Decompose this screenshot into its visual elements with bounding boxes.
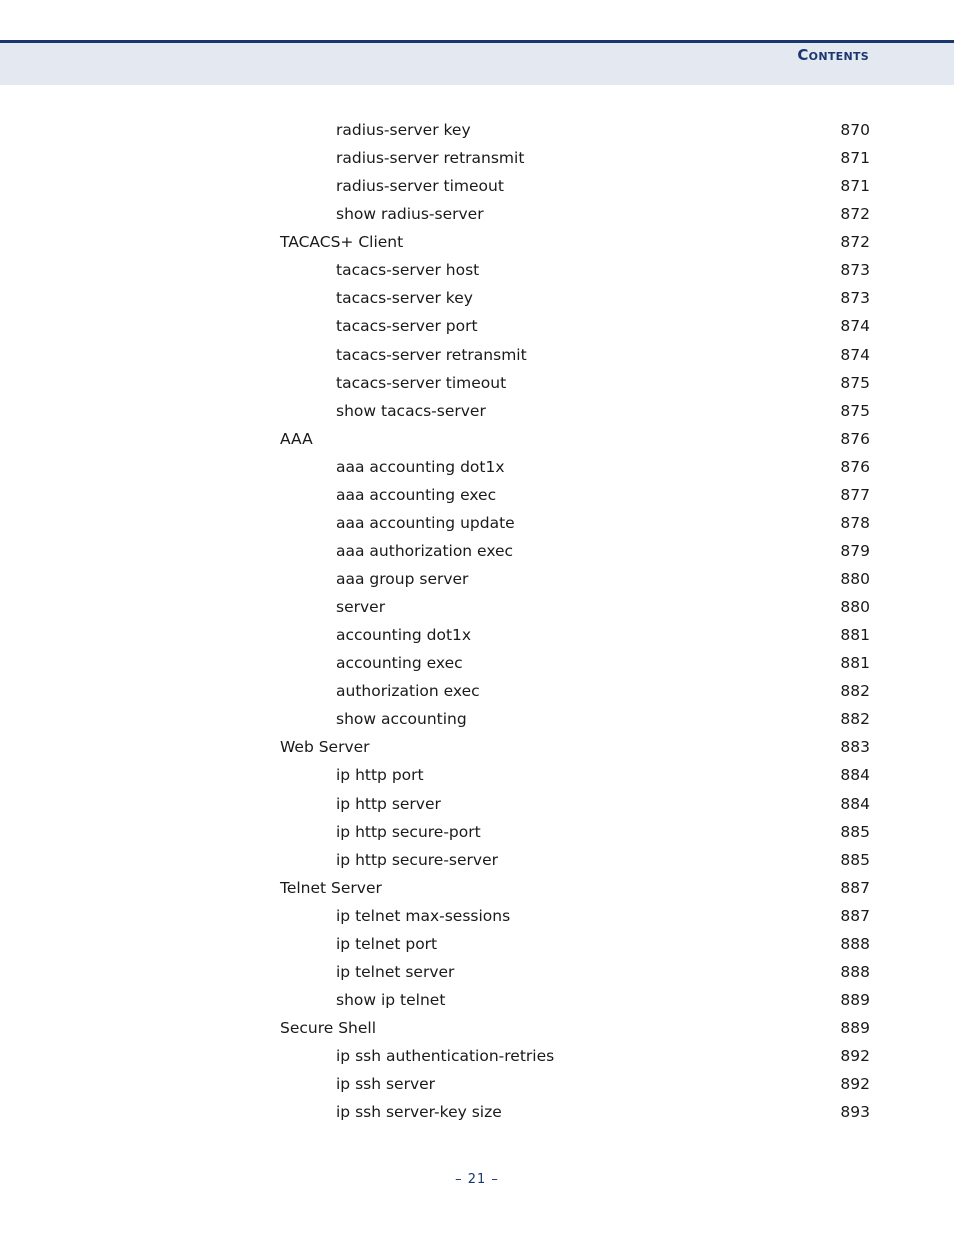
toc-entry-page-number: 885 (840, 822, 870, 841)
toc-entry[interactable] (280, 818, 870, 846)
toc-entry-label: tacacs-server timeout (336, 373, 507, 392)
toc-entry-label: radius-server key (336, 121, 471, 139)
toc-entry[interactable] (280, 677, 870, 705)
toc-entry[interactable] (280, 200, 870, 228)
toc-entry-page-number: 884 (840, 766, 870, 785)
toc-entry[interactable] (280, 397, 870, 425)
toc-entry[interactable] (280, 144, 870, 172)
toc-entry-label: ip http server (336, 794, 441, 813)
toc-entry-page-number: 889 (840, 1019, 870, 1037)
toc-entry-page-number: 874 (840, 345, 870, 364)
toc-entry-page-number: 880 (840, 570, 870, 588)
toc-entry[interactable] (280, 312, 870, 340)
toc-entry-page-number: 892 (840, 1047, 870, 1066)
toc-entry-page-number: 877 (840, 485, 870, 504)
toc-entry-label: show accounting (336, 710, 467, 729)
toc-entry[interactable] (280, 621, 870, 649)
toc-entry-label: Web Server (280, 738, 370, 757)
toc-entry-label: tacacs-server key (336, 289, 473, 308)
toc-entry-label: server (336, 598, 386, 617)
toc-entry[interactable] (280, 369, 870, 397)
toc-entry-label: authorization exec (336, 682, 480, 701)
toc-entry[interactable] (280, 790, 870, 818)
toc-entry[interactable] (280, 846, 870, 874)
toc-entry-page-number: 882 (840, 682, 870, 701)
toc-entry[interactable] (280, 341, 870, 369)
toc-entry-label: ip http secure-port (336, 822, 481, 841)
toc-entry-label: accounting dot1x (336, 626, 472, 645)
toc-section-entry[interactable] (280, 733, 870, 761)
toc-entry-label: tacacs-server retransmit (336, 345, 527, 364)
toc-entry-page-number: 871 (840, 177, 870, 196)
toc-entry[interactable] (280, 930, 870, 958)
toc-section-entry[interactable] (280, 228, 870, 256)
toc-entry-label: TACACS+ Client (280, 233, 404, 252)
toc-entry[interactable] (280, 537, 870, 565)
toc-entry-page-number: 872 (840, 233, 870, 252)
toc-entry-label: tacacs-server port (336, 317, 478, 336)
toc-entry-label: show tacacs-server (336, 401, 486, 420)
toc-entry[interactable] (280, 116, 870, 144)
toc-entry-page-number: 893 (840, 1103, 870, 1122)
toc-entry[interactable] (280, 1098, 870, 1126)
toc-entry-label: tacacs-server host (336, 261, 480, 280)
toc-entry-label: aaa authorization exec (336, 541, 514, 560)
toc-section-entry[interactable] (280, 425, 870, 453)
toc-entry-page-number: 872 (840, 205, 870, 224)
toc-entry-page-number: 882 (840, 710, 870, 729)
table-of-contents (280, 116, 870, 1126)
toc-entry-page-number: 885 (840, 850, 870, 869)
toc-entry-label: Telnet Server (280, 878, 382, 897)
toc-entry[interactable] (280, 172, 870, 200)
toc-entry-page-number: 871 (840, 149, 870, 168)
toc-entry[interactable] (280, 256, 870, 284)
toc-entry[interactable] (280, 986, 870, 1014)
toc-entry-label: ip telnet port (336, 934, 438, 953)
toc-entry-page-number: 873 (840, 289, 870, 308)
toc-entry-label: Secure Shell (280, 1019, 377, 1037)
toc-entry[interactable] (280, 958, 870, 986)
toc-entry-page-number: 888 (840, 962, 870, 981)
toc-entry[interactable] (280, 453, 870, 481)
toc-entry-page-number: 879 (840, 541, 870, 560)
toc-entry-label: ip ssh server-key size (336, 1103, 502, 1122)
toc-entry-label: show radius-server (336, 205, 484, 224)
toc-entry-label: aaa accounting exec (336, 485, 497, 504)
toc-section-entry[interactable] (280, 874, 870, 902)
toc-entry-label: radius-server retransmit (336, 149, 525, 168)
toc-entry-label: accounting exec (336, 654, 463, 673)
toc-entry-page-number: 888 (840, 934, 870, 953)
toc-entry-label: ip ssh authentication-retries (336, 1047, 555, 1066)
toc-entry-page-number: 876 (840, 429, 870, 448)
toc-entry-page-number: 892 (840, 1075, 870, 1094)
toc-entry-page-number: 874 (840, 317, 870, 336)
toc-entry-page-number: 889 (840, 990, 870, 1009)
toc-entry-page-number: 870 (840, 121, 870, 139)
toc-entry-page-number: 880 (840, 598, 870, 617)
toc-entry-label: aaa accounting dot1x (336, 457, 505, 476)
toc-section-entry[interactable] (280, 1014, 870, 1042)
toc-entry[interactable] (280, 902, 870, 930)
toc-entry-label: ip telnet max-sessions (336, 906, 511, 925)
toc-entry-label: AAA (280, 429, 313, 448)
toc-entry-label: ip http port (336, 766, 424, 785)
toc-entry-page-number: 881 (840, 626, 870, 645)
toc-entry-page-number: 876 (840, 457, 870, 476)
toc-entry[interactable] (280, 1042, 870, 1070)
toc-entry[interactable] (280, 649, 870, 677)
toc-entry-page-number: 883 (840, 738, 870, 757)
toc-entry-label: aaa group server (336, 570, 469, 588)
toc-entry[interactable] (280, 705, 870, 733)
toc-entry-page-number: 875 (840, 401, 870, 420)
toc-entry[interactable] (280, 481, 870, 509)
toc-entry-page-number: 884 (840, 794, 870, 813)
toc-entry-page-number: 887 (840, 878, 870, 897)
toc-entry-label: aaa accounting update (336, 513, 515, 532)
toc-entry-label: ip telnet server (336, 962, 455, 981)
toc-entry[interactable] (280, 593, 870, 621)
toc-entry-label: ip http secure-server (336, 850, 499, 869)
toc-entry-label: ip ssh server (336, 1075, 436, 1094)
toc-entry[interactable] (280, 565, 870, 593)
toc-entry[interactable] (280, 284, 870, 312)
toc-entry[interactable] (280, 761, 870, 789)
toc-entry-page-number: 878 (840, 513, 870, 532)
toc-entry[interactable] (280, 509, 870, 537)
page-number: – 21 – (455, 1172, 499, 1187)
toc-entry-page-number: 887 (840, 906, 870, 925)
running-header-title: Contents (797, 46, 869, 64)
toc-entry-label: radius-server timeout (336, 177, 504, 196)
toc-entry-label: show ip telnet (336, 990, 446, 1009)
toc-entry[interactable] (280, 1070, 870, 1098)
toc-entry-page-number: 873 (840, 261, 870, 280)
toc-entry-page-number: 881 (840, 654, 870, 673)
toc-entry-page-number: 875 (840, 373, 870, 392)
